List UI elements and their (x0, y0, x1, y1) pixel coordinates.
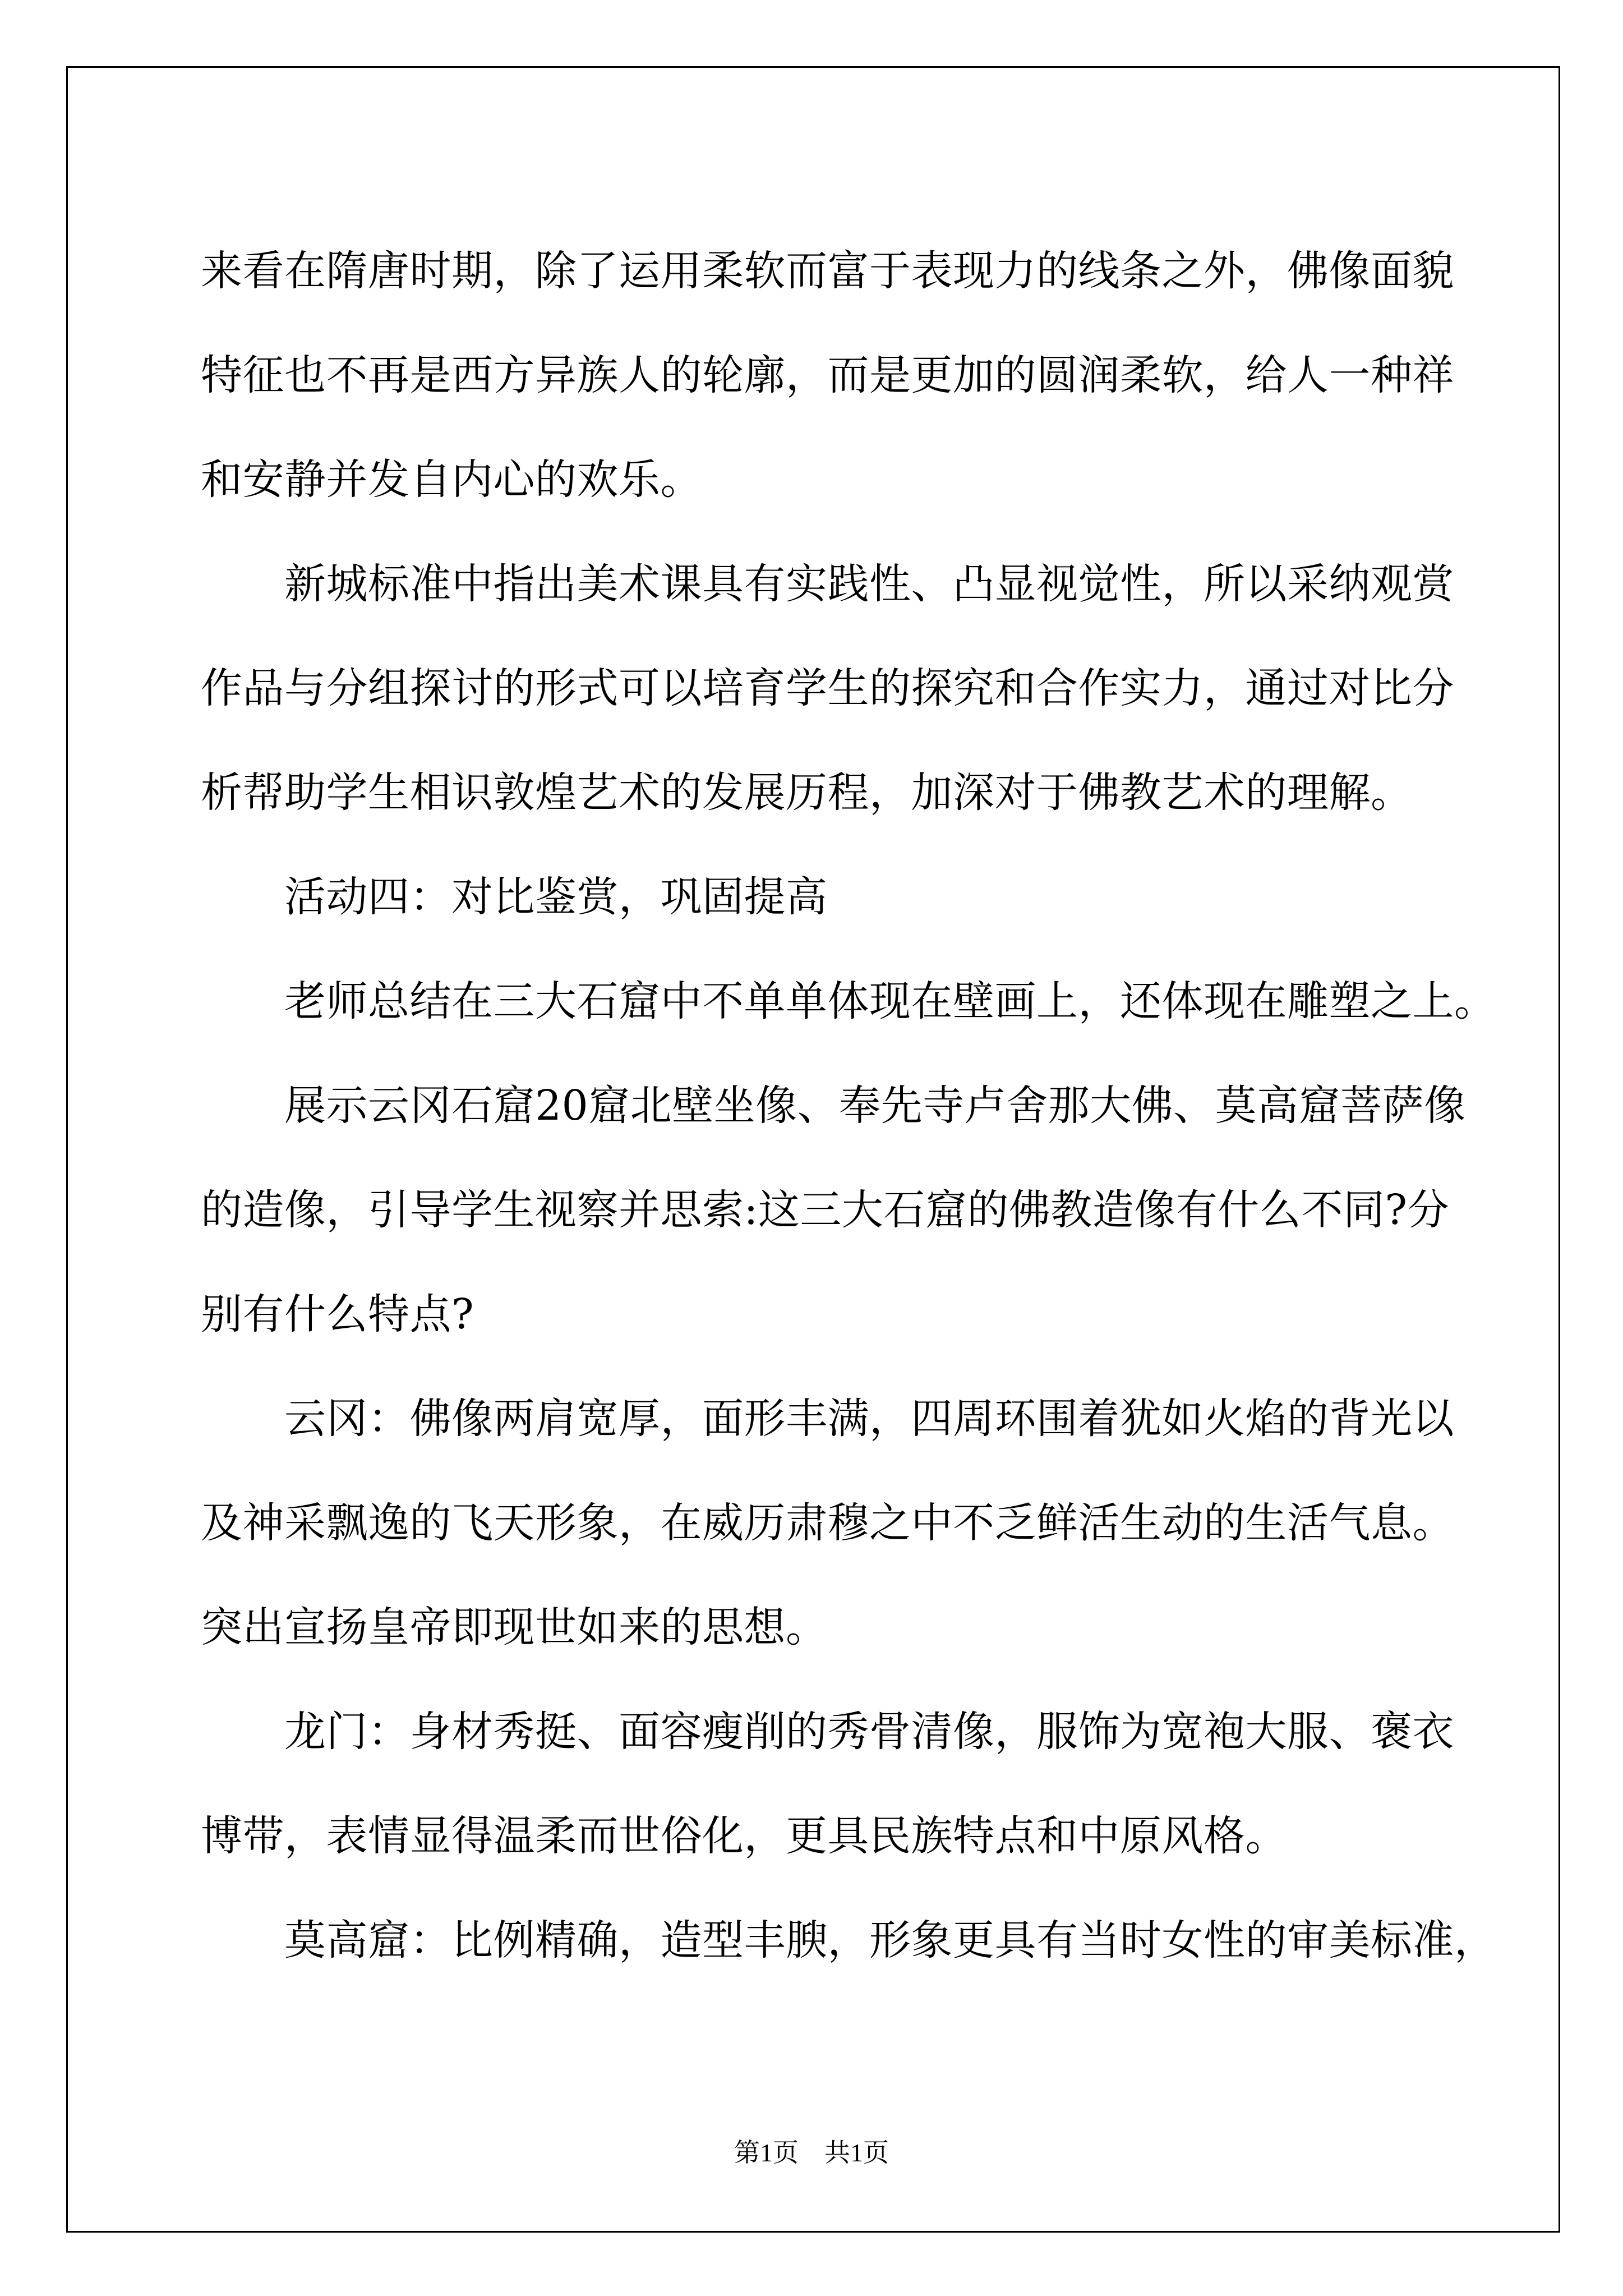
text-line: 的造像，引导学生视察并思索:这三大石窟的佛教造像有什么不同?分 (201, 1186, 1450, 1234)
text-line: 来看在隋唐时期，除了运用柔软而富于表现力的线条之外，佛像面貌 (201, 247, 1454, 295)
text-line: 新城标准中指出美术课具有实践性、凸显视觉性，所以采纳观赏 (201, 560, 1454, 608)
text-line: 和安静并发自内心的欢乐。 (201, 455, 702, 504)
text-line: 云冈：佛像两肩宽厚，面形丰满，四周环围着犹如火焰的背光以 (201, 1395, 1454, 1443)
text-line: 作品与分组探讨的形式可以培育学生的探究和合作实力，通过对比分 (201, 664, 1454, 712)
text-line: 莫高窟：比例精确，造型丰腴，形象更具有当时女性的审美标准， (201, 1916, 1496, 1964)
section-heading: 活动四：对比鉴赏，巩固提高 (201, 873, 828, 921)
text-line: 博带，表情显得温柔而世俗化，更具民族特点和中原风格。 (201, 1812, 1287, 1860)
text-line: 龙门：身材秀挺、面容瘦削的秀骨清像，服饰为宽袍大服、褒衣 (201, 1708, 1454, 1756)
page-footer: 第1页 共1页 (734, 2138, 889, 2167)
text-line: 别有什么特点? (201, 1290, 474, 1338)
text-line: 析帮助学生相识敦煌艺术的发展历程，加深对于佛教艺术的理解。 (201, 769, 1413, 817)
text-line: 突出宣扬皇帝即现世如来的思想。 (201, 1603, 828, 1651)
text-line: 特征也不再是西方异族人的轮廓，而是更加的圆润柔软，给人一种祥 (201, 351, 1454, 399)
text-line: 老师总结在三大石窟中不单单体现在壁画上，还体现在雕塑之上。 (201, 977, 1496, 1025)
text-line: 展示云冈石窟20窟北壁坐像、奉先寺卢舍那大佛、莫高窟菩萨像 (201, 1082, 1466, 1130)
document-body (201, 219, 1496, 1993)
text-line: 及神采飘逸的飞天形象，在威历肃穆之中不乏鲜活生动的生活气息。 (201, 1499, 1454, 1547)
